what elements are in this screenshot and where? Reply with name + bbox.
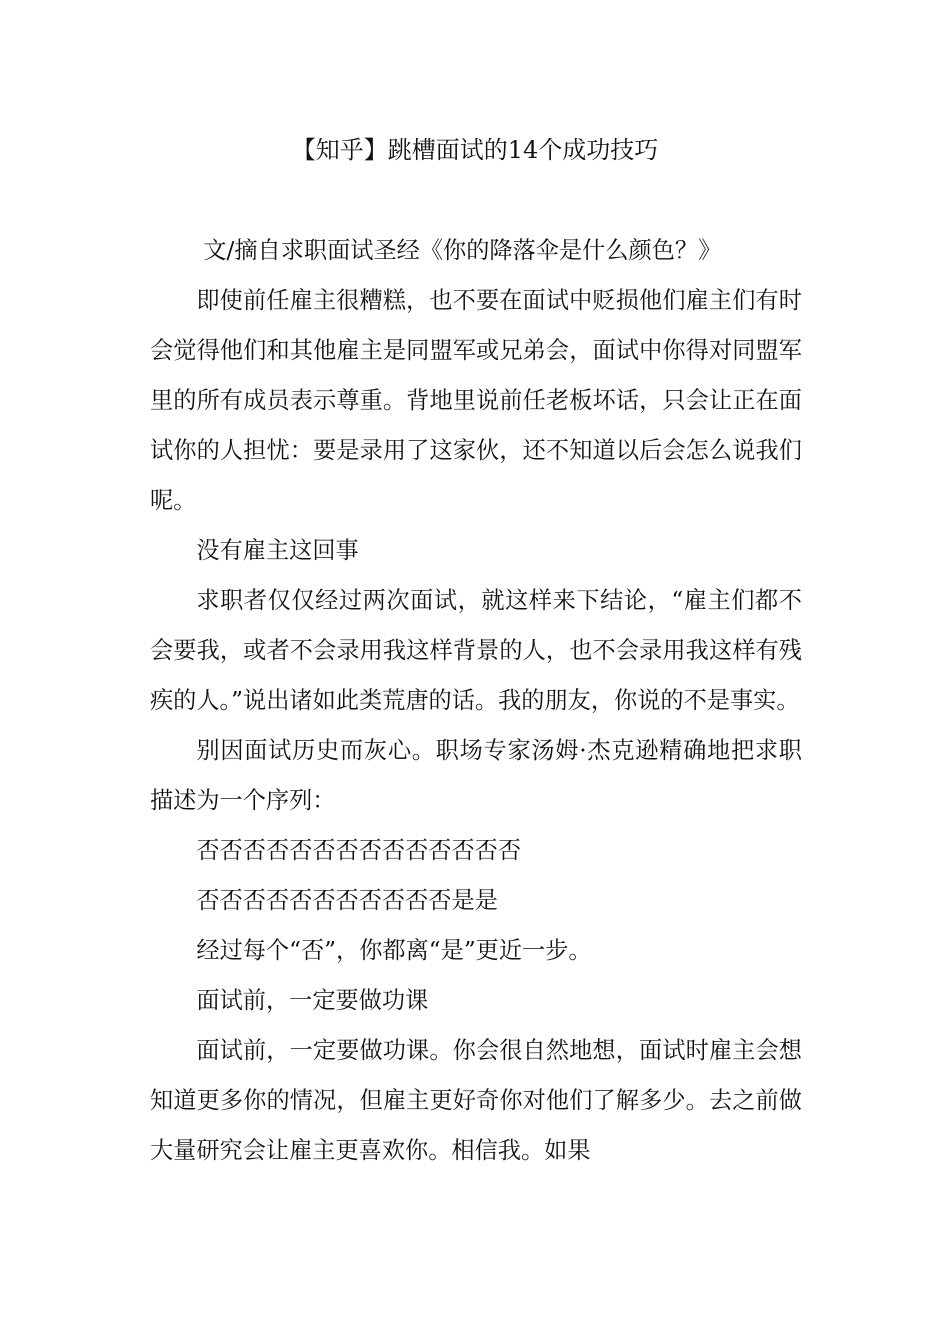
section-heading: 没有雇主这回事 [196, 537, 359, 564]
source-line: 文/摘自求职面试圣经《你的降落伞是什么颜色？》 [203, 237, 722, 264]
paragraph: 求职者仅仅经过两次面试，就这样来下结论，“雇主们都不会要我，或者不会录用我这样背景的人，也不会录用我这样有残疾的人。”说出诸如此类荒唐的话。我的朋友，你说的不是事实。 [150, 587, 802, 714]
paragraph: 即使前任雇主很糟糕，也不要在面试中贬损他们雇主们有时会觉得他们和其他雇主是同盟军或兄弟会，面试中你得对同盟军里的所有成员表示尊重。背地里说前任老板坏话，只会让正在面试你的人担忧：要是录用了这家伙，还不知道以后会怎么说我们呢。 [150, 287, 802, 514]
sequence-line: 否否否否否否否否否否否否否否 [196, 837, 522, 864]
paragraph: 别因面试历史而灰心。职场专家汤姆·杰克逊精确地把求职描述为一个序列： [150, 737, 802, 814]
paragraph: 面试前，一定要做功课。你会很自然地想，面试时雇主会想知道更多你的情况，但雇主更好奇你对他们了解多少。去之前做大量研究会让雇主更喜欢你。相信我。如果 [150, 1037, 802, 1164]
section-heading: 面试前，一定要做功课 [196, 987, 429, 1014]
sequence-line: 否否否否否否否否否否否是是 [196, 887, 498, 914]
document-body [150, 226, 802, 1176]
document-title: 【知乎】跳槽面试的14个成功技巧 [291, 136, 659, 164]
paragraph: 经过每个“否”，你都离“是”更近一步。 [196, 937, 592, 964]
